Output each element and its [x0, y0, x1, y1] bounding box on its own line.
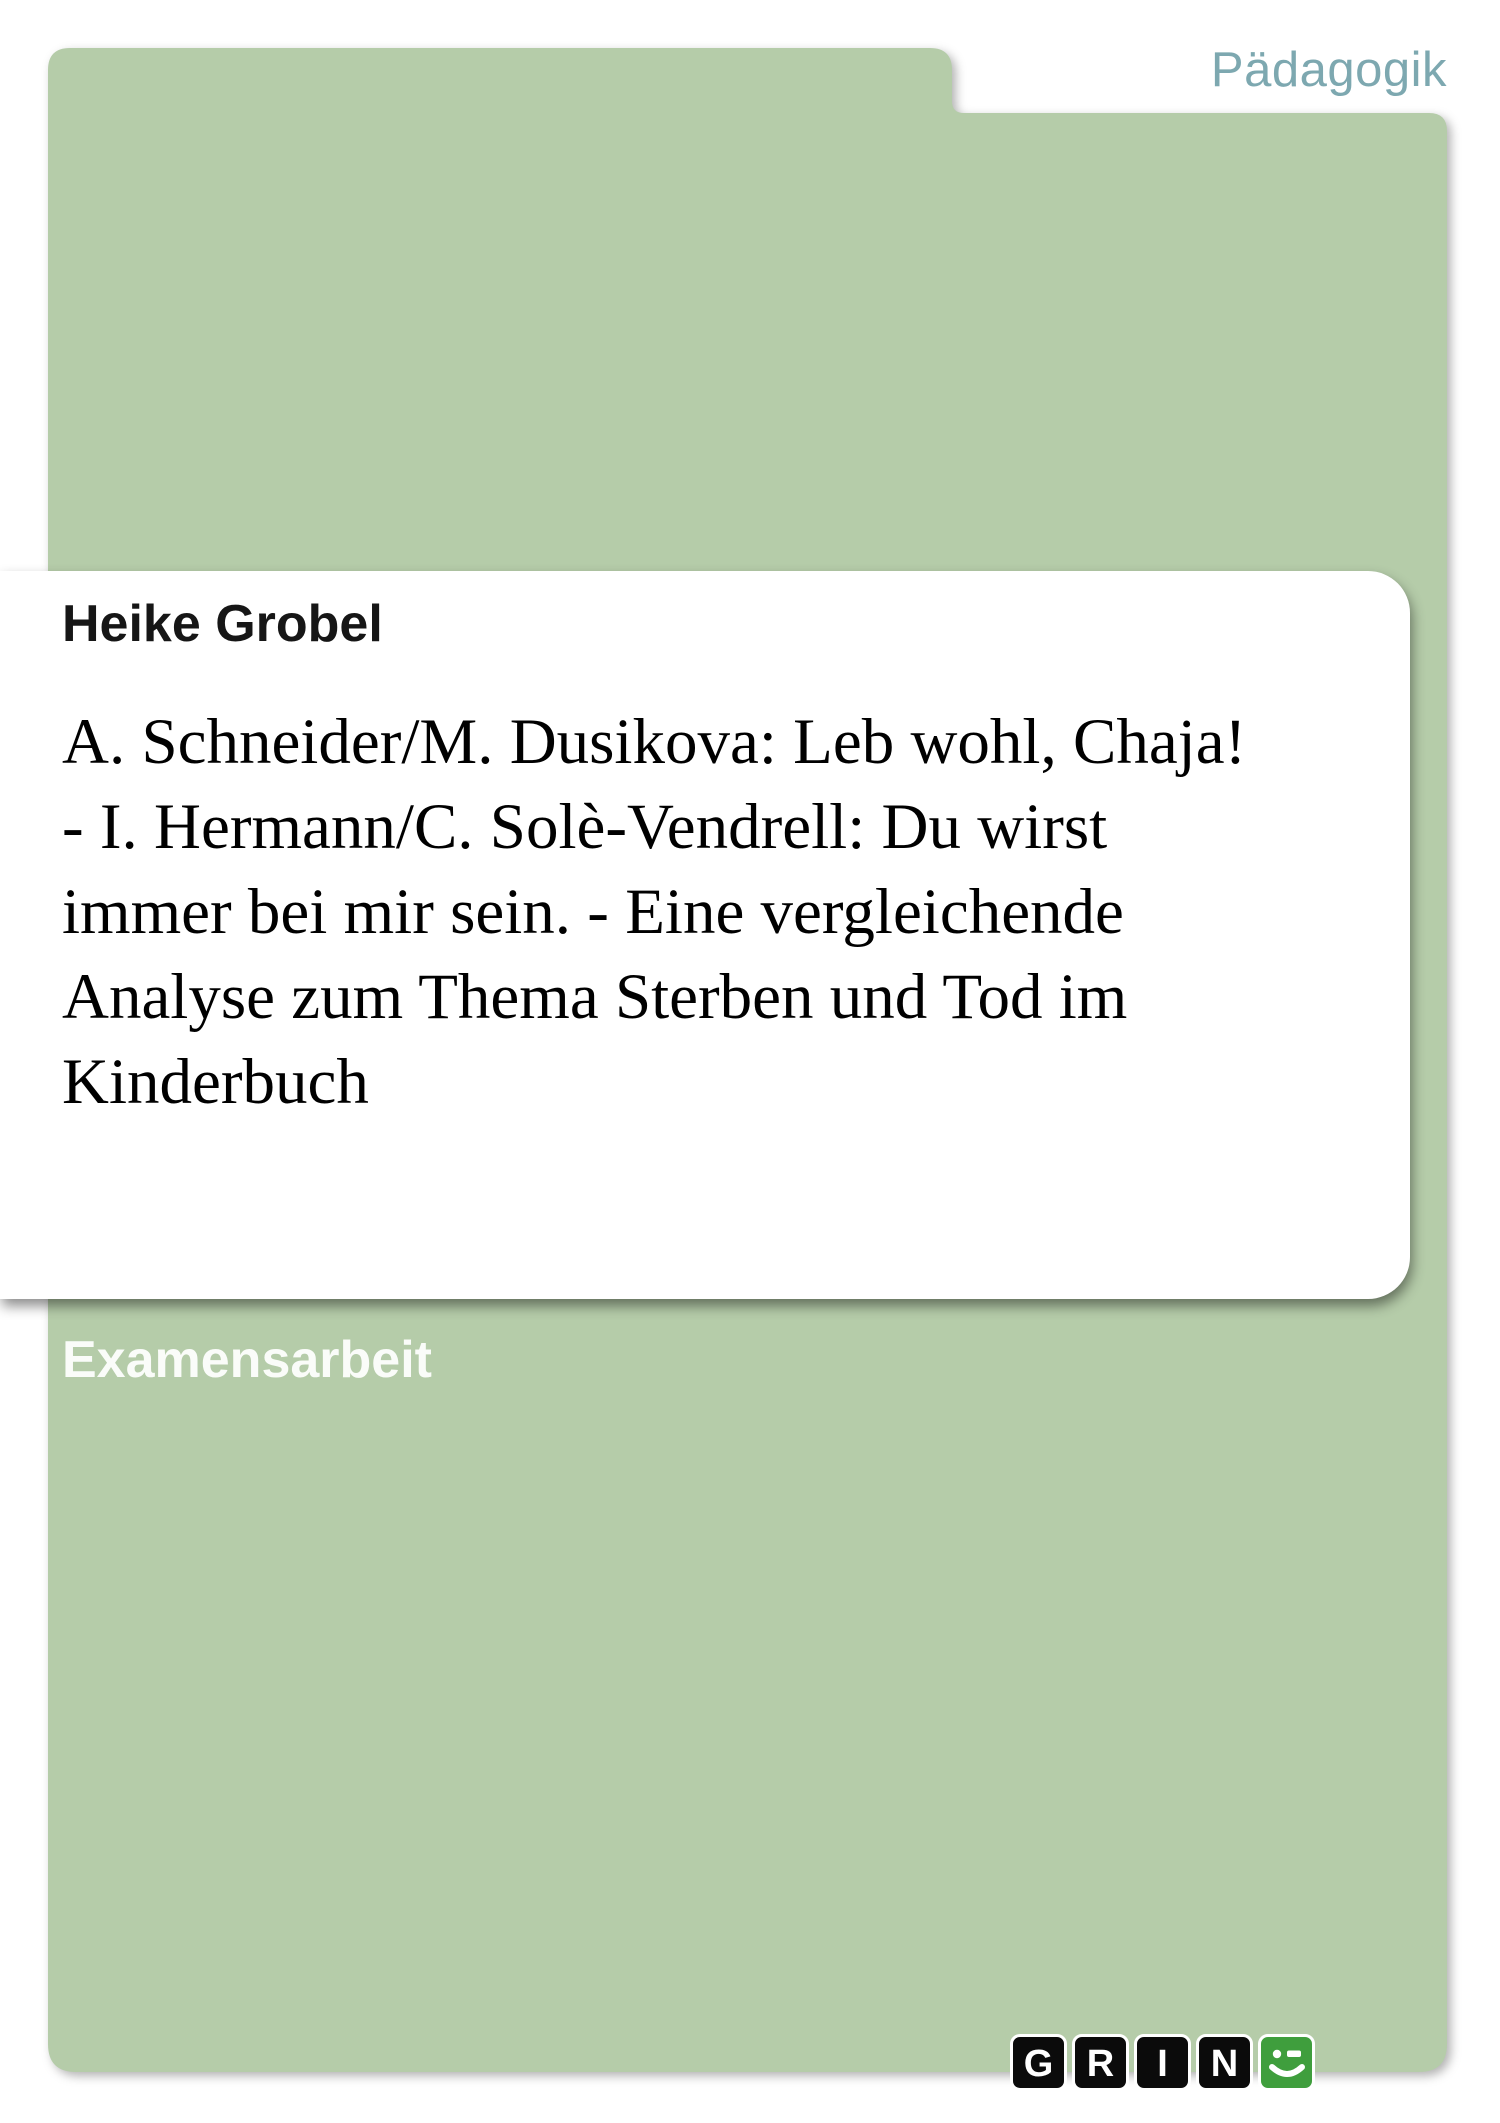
title-line: A. Schneider/M. Dusikova: Leb wohl, Chaja! — [62, 706, 1247, 778]
document-type-label: Examensarbeit — [62, 1331, 432, 1389]
title-box — [0, 571, 1410, 1299]
author-name: Heike Grobel — [62, 595, 383, 653]
logo-letter: R — [1086, 2042, 1115, 2085]
title-line: Kinderbuch — [62, 1046, 369, 1118]
winking-smiley-icon — [1264, 2040, 1310, 2086]
logo-letter-box — [1010, 2034, 1067, 2091]
logo-letter: I — [1157, 2042, 1168, 2085]
logo-letter-box — [1196, 2034, 1253, 2091]
document-title — [62, 700, 1352, 1125]
title-line: immer bei mir sein. - Eine vergleichende — [62, 876, 1124, 948]
logo-letter: G — [1023, 2042, 1054, 2085]
logo-letter-box — [1134, 2034, 1191, 2091]
logo-letter-box — [1072, 2034, 1129, 2091]
logo-smiley-box — [1258, 2034, 1315, 2091]
category-label: Pädagogik — [1210, 43, 1447, 97]
title-line: Analyse zum Thema Sterben und Tod im — [62, 961, 1128, 1033]
logo-letter: N — [1210, 2042, 1239, 2085]
grin-logo — [1010, 2034, 1315, 2091]
title-line: - I. Hermann/C. Solè-Vendrell: Du wirst — [62, 791, 1108, 863]
